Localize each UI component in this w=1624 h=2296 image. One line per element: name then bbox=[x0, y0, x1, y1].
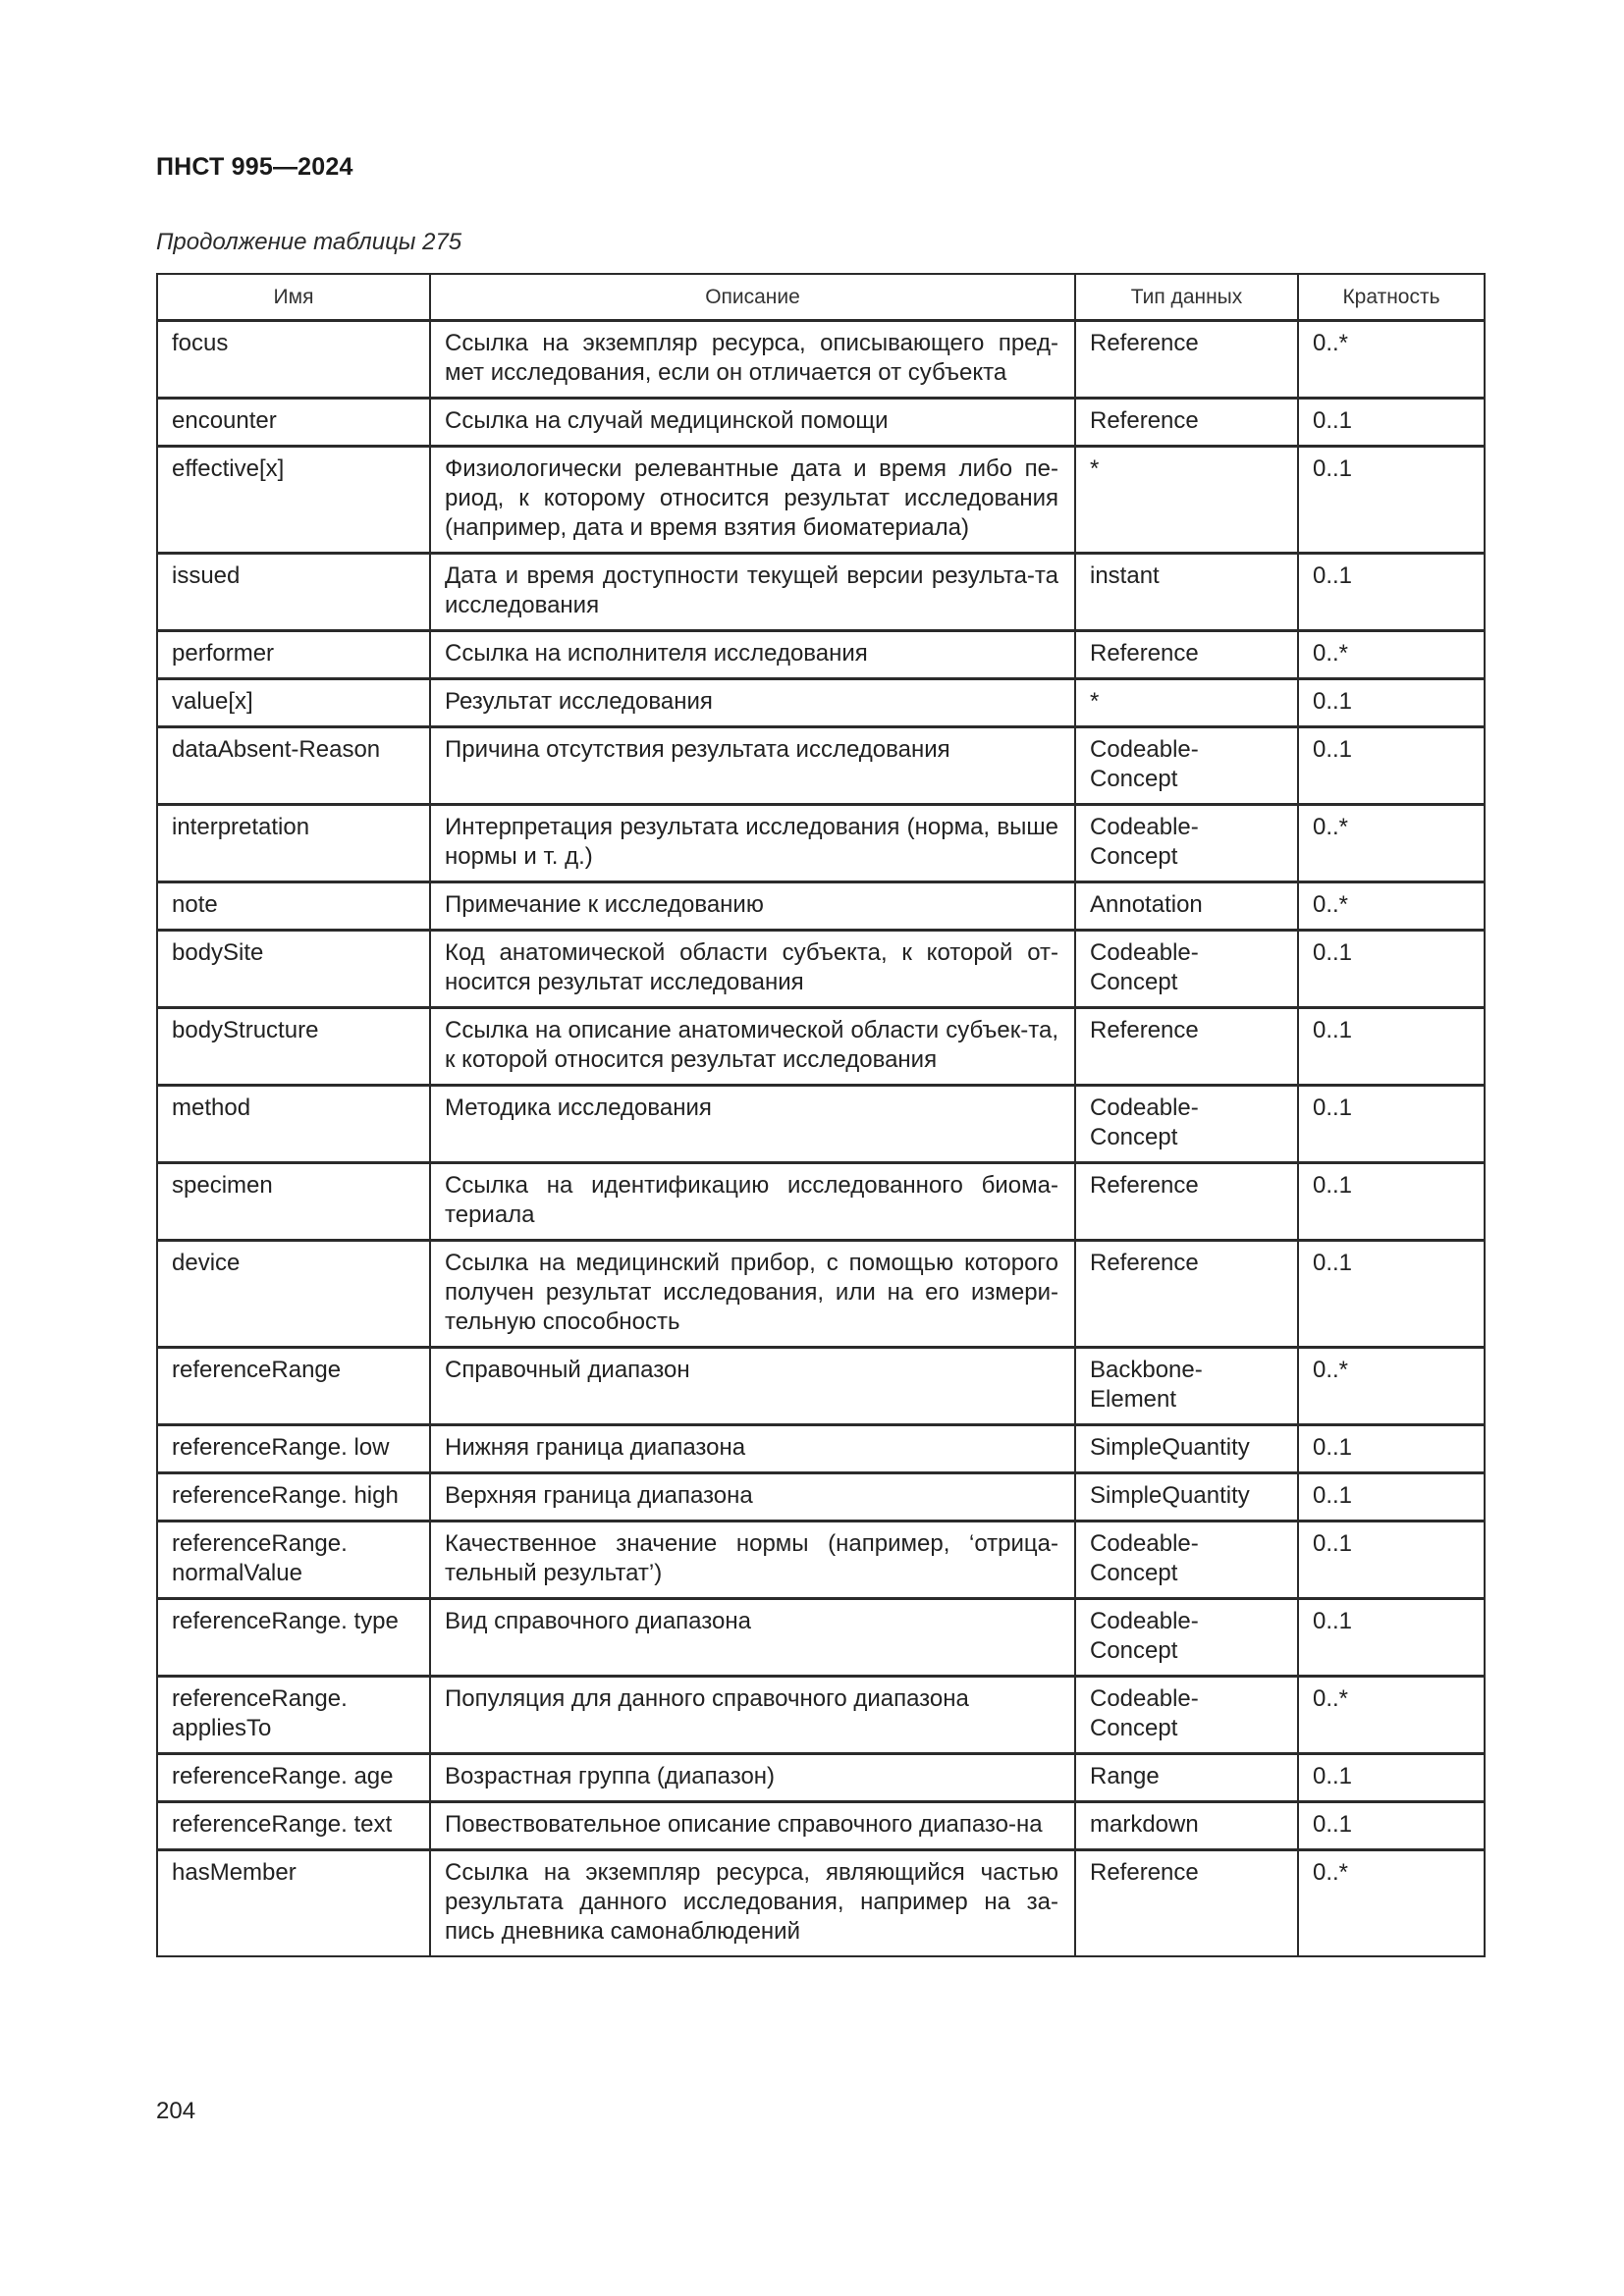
cell-data-type: Reference bbox=[1075, 631, 1298, 679]
cell-name: referenceRange. type bbox=[157, 1599, 430, 1677]
cell-cardinality: 0..1 bbox=[1298, 399, 1485, 447]
cell-cardinality: 0..* bbox=[1298, 321, 1485, 399]
cell-data-type: * bbox=[1075, 679, 1298, 727]
table-row bbox=[157, 321, 1485, 399]
table-row bbox=[157, 1677, 1485, 1754]
table-row bbox=[157, 1754, 1485, 1802]
cell-data-type: Codeable-Concept bbox=[1075, 931, 1298, 1008]
document-code: ПНСТ 995—2024 bbox=[156, 153, 353, 181]
cell-description: Физиологически релевантные дата и время либо пе-риод, к которому относится результат исследования (например, дата и время взятия биоматериала) bbox=[430, 447, 1075, 554]
cell-name: performer bbox=[157, 631, 430, 679]
cell-name: interpretation bbox=[157, 805, 430, 882]
cell-description: Нижняя граница диапазона bbox=[430, 1425, 1075, 1473]
page-number: 204 bbox=[156, 2098, 196, 2124]
cell-cardinality: 0..* bbox=[1298, 882, 1485, 931]
cell-description: Ссылка на описание анатомической области субъек-та, к которой относится результат исследования bbox=[430, 1008, 1075, 1086]
table-row bbox=[157, 931, 1485, 1008]
cell-name: note bbox=[157, 882, 430, 931]
cell-name: specimen bbox=[157, 1163, 430, 1241]
cell-cardinality: 0..1 bbox=[1298, 727, 1485, 805]
cell-description: Ссылка на случай медицинской помощи bbox=[430, 399, 1075, 447]
cell-data-type: Reference bbox=[1075, 1850, 1298, 1957]
table-row bbox=[157, 1241, 1485, 1348]
cell-cardinality: 0..1 bbox=[1298, 1163, 1485, 1241]
cell-cardinality: 0..* bbox=[1298, 805, 1485, 882]
cell-name: referenceRange. age bbox=[157, 1754, 430, 1802]
cell-cardinality: 0..* bbox=[1298, 631, 1485, 679]
cell-name: issued bbox=[157, 554, 430, 631]
cell-name: value[x] bbox=[157, 679, 430, 727]
cell-name: focus bbox=[157, 321, 430, 399]
cell-description: Справочный диапазон bbox=[430, 1348, 1075, 1425]
table-row bbox=[157, 882, 1485, 931]
cell-name: referenceRange. text bbox=[157, 1802, 430, 1850]
cell-data-type: instant bbox=[1075, 554, 1298, 631]
cell-data-type: Codeable-Concept bbox=[1075, 1086, 1298, 1163]
table-body bbox=[157, 321, 1485, 1957]
cell-description: Примечание к исследованию bbox=[430, 882, 1075, 931]
cell-data-type: Annotation bbox=[1075, 882, 1298, 931]
cell-name: referenceRange. high bbox=[157, 1473, 430, 1522]
table-row bbox=[157, 554, 1485, 631]
cell-description: Верхняя граница диапазона bbox=[430, 1473, 1075, 1522]
cell-cardinality: 0..1 bbox=[1298, 447, 1485, 554]
cell-data-type: Reference bbox=[1075, 321, 1298, 399]
cell-data-type: SimpleQuantity bbox=[1075, 1425, 1298, 1473]
cell-cardinality: 0..1 bbox=[1298, 931, 1485, 1008]
cell-name: method bbox=[157, 1086, 430, 1163]
cell-data-type: Backbone-Element bbox=[1075, 1348, 1298, 1425]
table-row bbox=[157, 679, 1485, 727]
cell-data-type: SimpleQuantity bbox=[1075, 1473, 1298, 1522]
table-caption: Продолжение таблицы 275 bbox=[156, 229, 462, 255]
cell-data-type: Codeable-Concept bbox=[1075, 1677, 1298, 1754]
cell-description: Ссылка на исполнителя исследования bbox=[430, 631, 1075, 679]
cell-cardinality: 0..1 bbox=[1298, 554, 1485, 631]
cell-description: Код анатомической области субъекта, к которой от-носится результат исследования bbox=[430, 931, 1075, 1008]
cell-description: Качественное значение нормы (например, ‘отрица-тельный результат’) bbox=[430, 1522, 1075, 1599]
cell-data-type: Codeable-Concept bbox=[1075, 1599, 1298, 1677]
cell-cardinality: 0..1 bbox=[1298, 1802, 1485, 1850]
table-row bbox=[157, 1522, 1485, 1599]
column-header-description: Описание bbox=[430, 274, 1075, 321]
cell-description: Ссылка на экземпляр ресурса, являющийся частью результата данного исследования, например на за-пись дневника самонаблюдений bbox=[430, 1850, 1075, 1957]
table-row bbox=[157, 1425, 1485, 1473]
cell-name: bodyStructure bbox=[157, 1008, 430, 1086]
cell-name: referenceRange bbox=[157, 1348, 430, 1425]
cell-data-type: Reference bbox=[1075, 1241, 1298, 1348]
cell-description: Повествовательное описание справочного диапазо-на bbox=[430, 1802, 1075, 1850]
cell-cardinality: 0..1 bbox=[1298, 1425, 1485, 1473]
cell-name: referenceRange. low bbox=[157, 1425, 430, 1473]
cell-data-type: Codeable-Concept bbox=[1075, 1522, 1298, 1599]
cell-cardinality: 0..1 bbox=[1298, 1473, 1485, 1522]
cell-name: device bbox=[157, 1241, 430, 1348]
column-header-cardinality: Кратность bbox=[1298, 274, 1485, 321]
column-header-data-type: Тип данных bbox=[1075, 274, 1298, 321]
table-row bbox=[157, 1802, 1485, 1850]
cell-description: Ссылка на идентификацию исследованного биома-териала bbox=[430, 1163, 1075, 1241]
table-row bbox=[157, 631, 1485, 679]
cell-cardinality: 0..* bbox=[1298, 1348, 1485, 1425]
cell-description: Причина отсутствия результата исследования bbox=[430, 727, 1075, 805]
cell-cardinality: 0..1 bbox=[1298, 1086, 1485, 1163]
cell-cardinality: 0..1 bbox=[1298, 679, 1485, 727]
table-row bbox=[157, 805, 1485, 882]
table-row bbox=[157, 1473, 1485, 1522]
cell-description: Методика исследования bbox=[430, 1086, 1075, 1163]
cell-cardinality: 0..1 bbox=[1298, 1754, 1485, 1802]
table-row bbox=[157, 1008, 1485, 1086]
cell-data-type: Range bbox=[1075, 1754, 1298, 1802]
table-header-row bbox=[157, 274, 1485, 321]
cell-cardinality: 0..1 bbox=[1298, 1008, 1485, 1086]
cell-cardinality: 0..1 bbox=[1298, 1599, 1485, 1677]
cell-name: hasMember bbox=[157, 1850, 430, 1957]
cell-data-type: Codeable-Concept bbox=[1075, 805, 1298, 882]
table-row bbox=[157, 1348, 1485, 1425]
cell-description: Дата и время доступности текущей версии результа-та исследования bbox=[430, 554, 1075, 631]
table-row bbox=[157, 1599, 1485, 1677]
cell-cardinality: 0..1 bbox=[1298, 1241, 1485, 1348]
cell-name: dataAbsent-Reason bbox=[157, 727, 430, 805]
cell-cardinality: 0..* bbox=[1298, 1850, 1485, 1957]
cell-data-type: markdown bbox=[1075, 1802, 1298, 1850]
column-header-name: Имя bbox=[157, 274, 430, 321]
cell-description: Ссылка на медицинский прибор, с помощью которого получен результат исследования, или на его измери-тельную способность bbox=[430, 1241, 1075, 1348]
cell-description: Популяция для данного справочного диапазона bbox=[430, 1677, 1075, 1754]
cell-name: referenceRange. appliesTo bbox=[157, 1677, 430, 1754]
table-row bbox=[157, 727, 1485, 805]
cell-data-type: Reference bbox=[1075, 399, 1298, 447]
cell-data-type: Codeable-Concept bbox=[1075, 727, 1298, 805]
cell-description: Вид справочного диапазона bbox=[430, 1599, 1075, 1677]
cell-description: Ссылка на экземпляр ресурса, описывающего пред-мет исследования, если он отличается от субъекта bbox=[430, 321, 1075, 399]
table-row bbox=[157, 399, 1485, 447]
cell-data-type: * bbox=[1075, 447, 1298, 554]
table-row bbox=[157, 447, 1485, 554]
cell-description: Интерпретация результата исследования (норма, выше нормы и т. д.) bbox=[430, 805, 1075, 882]
cell-name: effective[x] bbox=[157, 447, 430, 554]
table-row bbox=[157, 1086, 1485, 1163]
cell-name: encounter bbox=[157, 399, 430, 447]
cell-cardinality: 0..1 bbox=[1298, 1522, 1485, 1599]
cell-data-type: Reference bbox=[1075, 1008, 1298, 1086]
table-row bbox=[157, 1163, 1485, 1241]
spec-table bbox=[156, 273, 1486, 1957]
cell-description: Результат исследования bbox=[430, 679, 1075, 727]
cell-name: referenceRange. normalValue bbox=[157, 1522, 430, 1599]
table-row bbox=[157, 1850, 1485, 1957]
cell-name: bodySite bbox=[157, 931, 430, 1008]
cell-cardinality: 0..* bbox=[1298, 1677, 1485, 1754]
cell-description: Возрастная группа (диапазон) bbox=[430, 1754, 1075, 1802]
cell-data-type: Reference bbox=[1075, 1163, 1298, 1241]
